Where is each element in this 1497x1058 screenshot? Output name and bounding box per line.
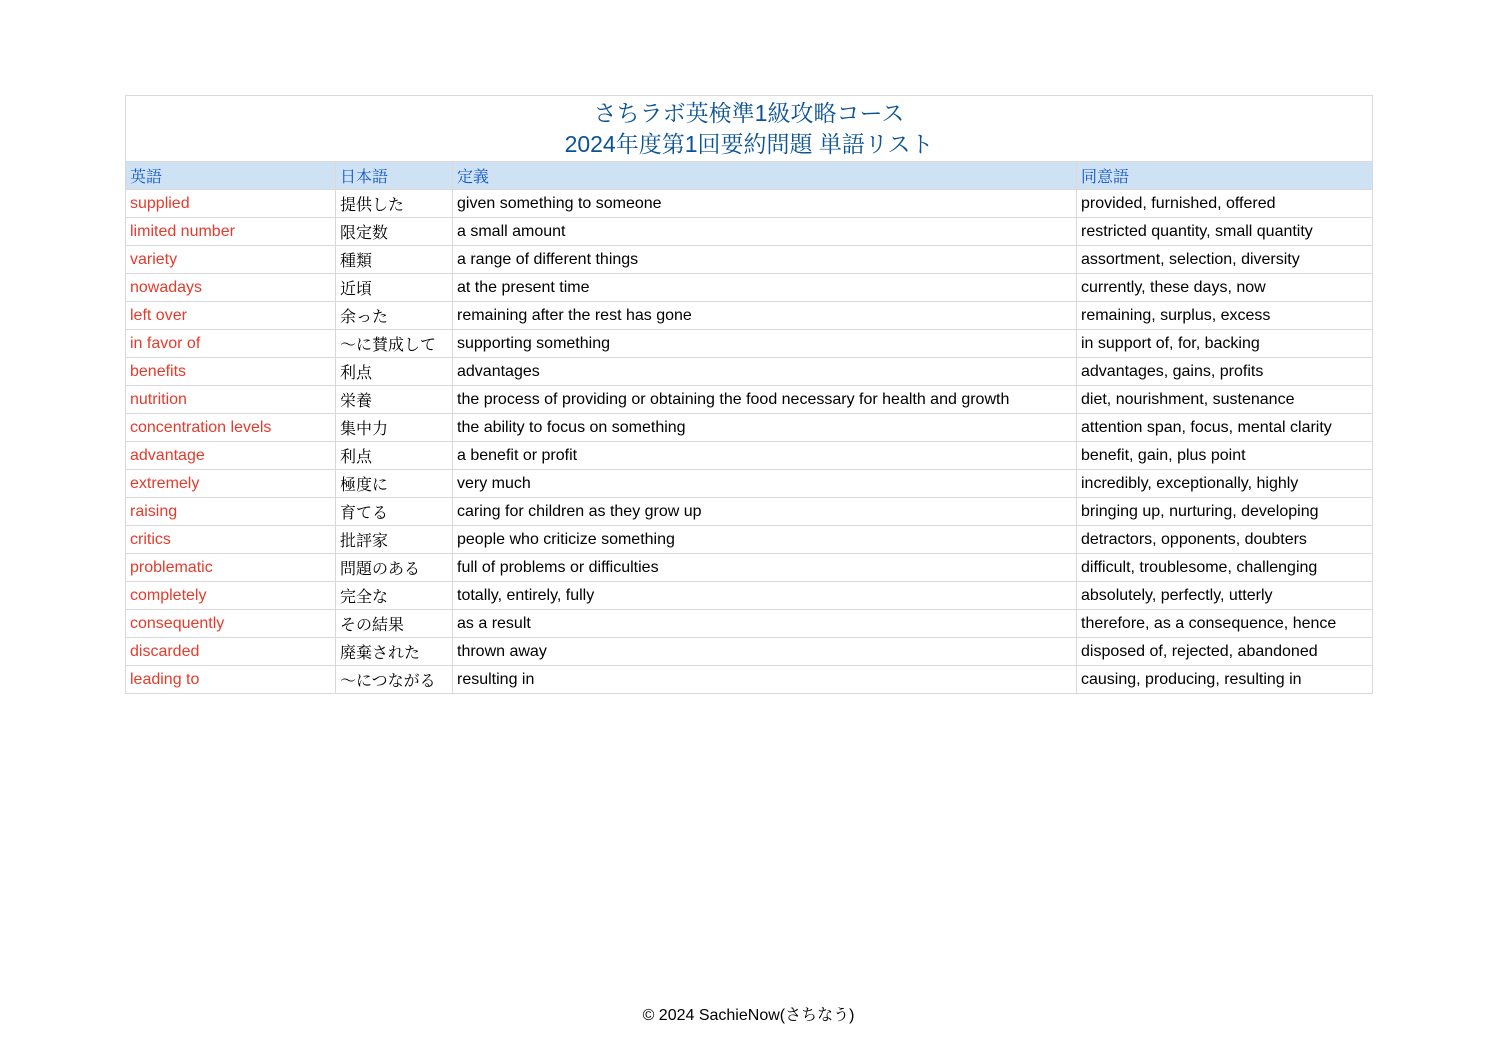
table-row	[126, 638, 1373, 666]
synonyms-cell: provided, furnished, offered	[1077, 190, 1373, 218]
english-word-cell: discarded	[126, 638, 336, 666]
japanese-cell: ～に賛成して	[336, 330, 453, 358]
definition-cell: advantages	[453, 358, 1077, 386]
table-row	[126, 470, 1373, 498]
definition-cell: at the present time	[453, 274, 1077, 302]
synonyms-cell: in support of, for, backing	[1077, 330, 1373, 358]
japanese-cell: 栄養	[336, 386, 453, 414]
synonyms-cell: incredibly, exceptionally, highly	[1077, 470, 1373, 498]
synonyms-cell: restricted quantity, small quantity	[1077, 218, 1373, 246]
definition-cell: the ability to focus on something	[453, 414, 1077, 442]
japanese-cell: 種類	[336, 246, 453, 274]
table-row	[126, 190, 1373, 218]
definition-cell: thrown away	[453, 638, 1077, 666]
definition-cell: totally, entirely, fully	[453, 582, 1077, 610]
table-row	[126, 442, 1373, 470]
english-word-cell: variety	[126, 246, 336, 274]
definition-cell: a small amount	[453, 218, 1077, 246]
synonyms-cell: therefore, as a consequence, hence	[1077, 610, 1373, 638]
english-word-cell: consequently	[126, 610, 336, 638]
title-row	[126, 96, 1373, 162]
japanese-cell: 問題のある	[336, 554, 453, 582]
japanese-cell: ～につながる	[336, 666, 453, 694]
definition-cell: people who criticize something	[453, 526, 1077, 554]
english-word-cell: concentration levels	[126, 414, 336, 442]
synonyms-cell: remaining, surplus, excess	[1077, 302, 1373, 330]
definition-cell: remaining after the rest has gone	[453, 302, 1077, 330]
table-row	[126, 358, 1373, 386]
synonyms-cell: bringing up, nurturing, developing	[1077, 498, 1373, 526]
title-line-1: さちラボ英検準1級攻略コース	[593, 99, 905, 126]
japanese-cell: 完全な	[336, 582, 453, 610]
definition-cell: the process of providing or obtaining the food necessary for health and growth	[453, 386, 1077, 414]
english-word-cell: completely	[126, 582, 336, 610]
definition-cell: caring for children as they grow up	[453, 498, 1077, 526]
table-row	[126, 302, 1373, 330]
synonyms-cell: benefit, gain, plus point	[1077, 442, 1373, 470]
synonyms-cell: absolutely, perfectly, utterly	[1077, 582, 1373, 610]
synonyms-cell: detractors, opponents, doubters	[1077, 526, 1373, 554]
english-word-cell: advantage	[126, 442, 336, 470]
vocabulary-table	[125, 95, 1373, 694]
column-header-japanese: 日本語	[336, 162, 453, 190]
english-word-cell: nowadays	[126, 274, 336, 302]
japanese-cell: 近頃	[336, 274, 453, 302]
table-row	[126, 554, 1373, 582]
column-header-row	[126, 162, 1373, 190]
english-word-cell: limited number	[126, 218, 336, 246]
page-title	[126, 96, 1373, 162]
synonyms-cell: disposed of, rejected, abandoned	[1077, 638, 1373, 666]
table-row	[126, 666, 1373, 694]
definition-cell: very much	[453, 470, 1077, 498]
table-row	[126, 274, 1373, 302]
english-word-cell: critics	[126, 526, 336, 554]
japanese-cell: 極度に	[336, 470, 453, 498]
japanese-cell: 育てる	[336, 498, 453, 526]
japanese-cell: 余った	[336, 302, 453, 330]
column-header-synonyms: 同意語	[1077, 162, 1373, 190]
english-word-cell: nutrition	[126, 386, 336, 414]
japanese-cell: 利点	[336, 358, 453, 386]
definition-cell: a benefit or profit	[453, 442, 1077, 470]
japanese-cell: その結果	[336, 610, 453, 638]
english-word-cell: leading to	[126, 666, 336, 694]
synonyms-cell: diet, nourishment, sustenance	[1077, 386, 1373, 414]
table-row	[126, 330, 1373, 358]
japanese-cell: 廃棄された	[336, 638, 453, 666]
table-row	[126, 498, 1373, 526]
english-word-cell: supplied	[126, 190, 336, 218]
synonyms-cell: causing, producing, resulting in	[1077, 666, 1373, 694]
table-row	[126, 386, 1373, 414]
title-line-2: 2024年度第1回要約問題 単語リスト	[564, 130, 934, 157]
english-word-cell: raising	[126, 498, 336, 526]
column-header-definition: 定義	[453, 162, 1077, 190]
table-row	[126, 526, 1373, 554]
japanese-cell: 限定数	[336, 218, 453, 246]
english-word-cell: extremely	[126, 470, 336, 498]
english-word-cell: left over	[126, 302, 336, 330]
table-row	[126, 246, 1373, 274]
definition-cell: supporting something	[453, 330, 1077, 358]
synonyms-cell: advantages, gains, profits	[1077, 358, 1373, 386]
japanese-cell: 利点	[336, 442, 453, 470]
definition-cell: as a result	[453, 610, 1077, 638]
synonyms-cell: currently, these days, now	[1077, 274, 1373, 302]
synonyms-cell: attention span, focus, mental clarity	[1077, 414, 1373, 442]
synonyms-cell: assortment, selection, diversity	[1077, 246, 1373, 274]
table-body	[126, 190, 1373, 694]
japanese-cell: 批評家	[336, 526, 453, 554]
vocabulary-sheet	[125, 95, 1372, 694]
table-row	[126, 582, 1373, 610]
synonyms-cell: difficult, troublesome, challenging	[1077, 554, 1373, 582]
english-word-cell: benefits	[126, 358, 336, 386]
copyright-footer: © 2024 SachieNow(さちなう)	[642, 1007, 855, 1024]
table-row	[126, 610, 1373, 638]
table-row	[126, 218, 1373, 246]
definition-cell: full of problems or difficulties	[453, 554, 1077, 582]
japanese-cell: 提供した	[336, 190, 453, 218]
table-row	[126, 414, 1373, 442]
column-header-english: 英語	[126, 162, 336, 190]
definition-cell: resulting in	[453, 666, 1077, 694]
definition-cell: given something to someone	[453, 190, 1077, 218]
definition-cell: a range of different things	[453, 246, 1077, 274]
english-word-cell: in favor of	[126, 330, 336, 358]
english-word-cell: problematic	[126, 554, 336, 582]
japanese-cell: 集中力	[336, 414, 453, 442]
